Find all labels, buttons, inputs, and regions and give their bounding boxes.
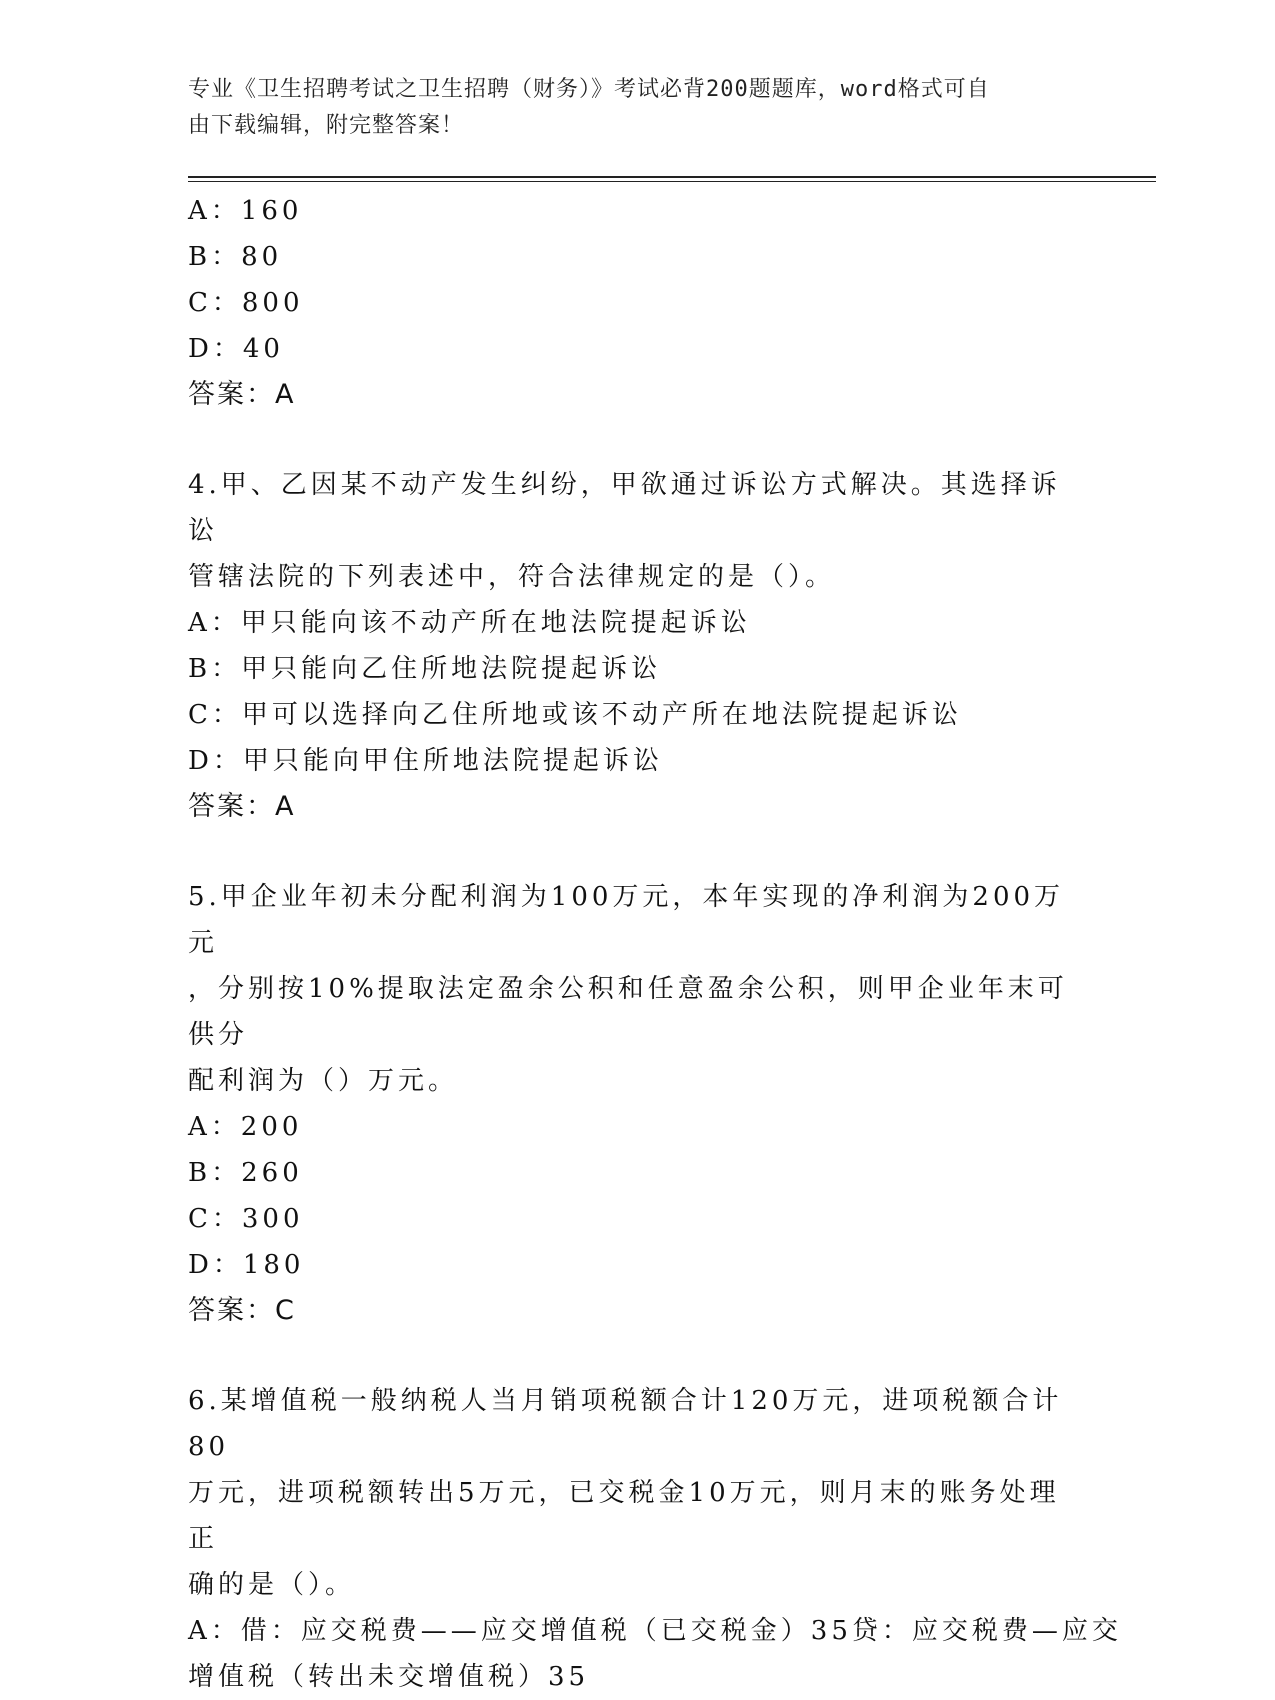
question-list	[188, 188, 1122, 1700]
option-a: A：160	[188, 196, 303, 226]
question-stem-line: ，分别按10%提取法定盈余公积和任意盈余公积，则甲企业年末可供分	[188, 974, 1068, 1050]
question-stem-line: 万元，进项税额转出5万元，已交税金10万元，则月末的账务处理正	[188, 1478, 1060, 1554]
answer: 答案：C	[188, 1295, 296, 1326]
option-a: A：借：应交税费——应交增值税（已交税金）35贷：应交税费—应交	[188, 1616, 1122, 1646]
question-stem-line: 配利润为（）万元。	[188, 1066, 459, 1096]
question-4	[188, 462, 1088, 830]
option-a-continued: 增值税（转出未交增值税）35	[188, 1662, 590, 1692]
spacer	[188, 1334, 1088, 1378]
option-a: A：200	[188, 1112, 303, 1142]
option-b: B：80	[188, 242, 283, 272]
option-c: C：甲可以选择向乙住所地或该不动产所在地法院提起诉讼	[188, 700, 962, 730]
question-5	[188, 874, 1088, 1334]
question-stem-line: 6.某增值税一般纳税人当月销项税额合计120万元，进项税额合计80	[188, 1386, 1063, 1462]
option-c: C：300	[188, 1204, 304, 1234]
question-stem-line: 5.甲企业年初未分配利润为100万元，本年实现的净利润为200万元	[188, 882, 1065, 958]
question-stem-line: 确的是（）。	[188, 1570, 356, 1600]
option-c: C：800	[188, 288, 304, 318]
option-d: D：甲只能向甲住所地法院提起诉讼	[188, 746, 663, 776]
answer: 答案：A	[188, 791, 296, 822]
spacer	[188, 830, 1088, 874]
question-stem-line: 4.甲、乙因某不动产发生纠纷，甲欲通过诉讼方式解决。其选择诉讼	[188, 470, 1061, 546]
question-6	[188, 1378, 1122, 1700]
answer: 答案：A	[188, 379, 296, 410]
option-d: D：40	[188, 334, 284, 364]
header-line-2: 由下载编辑，附完整答案！	[188, 113, 465, 138]
header-line-1: 专业《卫生招聘考试之卫生招聘（财务）》考试必背200题题库，word格式可自	[188, 77, 990, 102]
option-a: A：甲只能向该不动产所在地法院提起诉讼	[188, 608, 751, 638]
question-stem-line: 管辖法院的下列表述中，符合法律规定的是（）。	[188, 562, 836, 592]
question-3	[188, 188, 1088, 418]
document-header	[188, 72, 1068, 144]
header-divider-thin	[188, 181, 1156, 182]
spacer	[188, 418, 1088, 462]
option-b: B：260	[188, 1158, 303, 1188]
option-b: B：甲只能向乙住所地法院提起诉讼	[188, 654, 662, 684]
header-divider	[188, 176, 1156, 178]
option-d: D：180	[188, 1250, 305, 1280]
